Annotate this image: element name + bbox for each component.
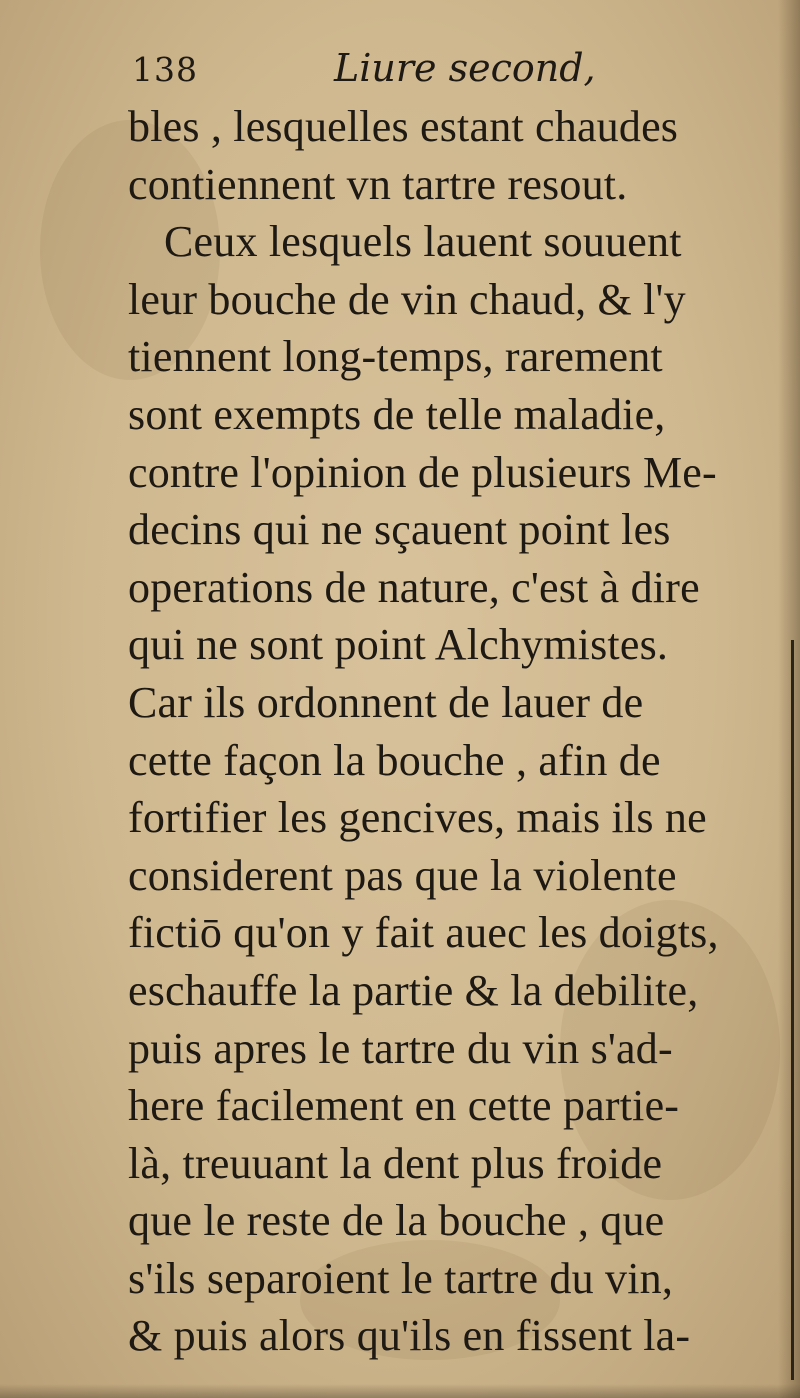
page-number: 138 (132, 50, 198, 89)
text-line: bles , lesquelles estant chaudes (128, 102, 679, 151)
page-header (132, 46, 732, 98)
text-line: tiennent long-temps, rarement (128, 332, 663, 382)
text-line: here facilement en cette partie- (128, 1081, 680, 1131)
text-line: que le reste de la bouche , que (128, 1196, 665, 1246)
page-right-edge (778, 0, 800, 1398)
text-line: fortifier les gencives, mais ils ne (128, 793, 707, 843)
text-line: puis apres le tartre du vin s'ad- (128, 1023, 673, 1073)
text-line: Car ils ordonnent de lauer de (128, 677, 644, 727)
text-line: decins qui ne sçauent point les (128, 505, 671, 555)
text-line: Ceux lesquels lauent souuent (164, 217, 682, 267)
text-line: considerent pas que la violente (128, 850, 677, 900)
running-head: Liure second, (334, 46, 596, 90)
text-line: cette façon la bouche , afin de (128, 735, 661, 785)
text-line: sont exempts de telle maladie, (128, 389, 666, 439)
text-line: là, treuuant la dent plus froide (128, 1138, 663, 1188)
text-line: contiennent vn tartre resout. (128, 159, 628, 209)
text-line: operations de nature, c'est à dire (128, 562, 700, 612)
text-line: s'ils separoient le tartre du vin, (128, 1253, 674, 1303)
text-line: contre l'opinion de plusieurs Me- (128, 447, 717, 497)
text-line: qui ne sont point Alchymistes. (128, 620, 669, 670)
text-line: leur bouche de vin chaud, & l'y (128, 274, 686, 324)
text-line: & puis alors qu'ils en fissent la- (128, 1311, 691, 1361)
text-line: fictiō qu'on y fait auec les doigts, (128, 908, 719, 958)
body-text (128, 98, 748, 1365)
page-bottom-edge (0, 1384, 800, 1398)
binding-edge-line (791, 640, 794, 1380)
text-line: eschauffe la partie & la debilite, (128, 965, 699, 1015)
